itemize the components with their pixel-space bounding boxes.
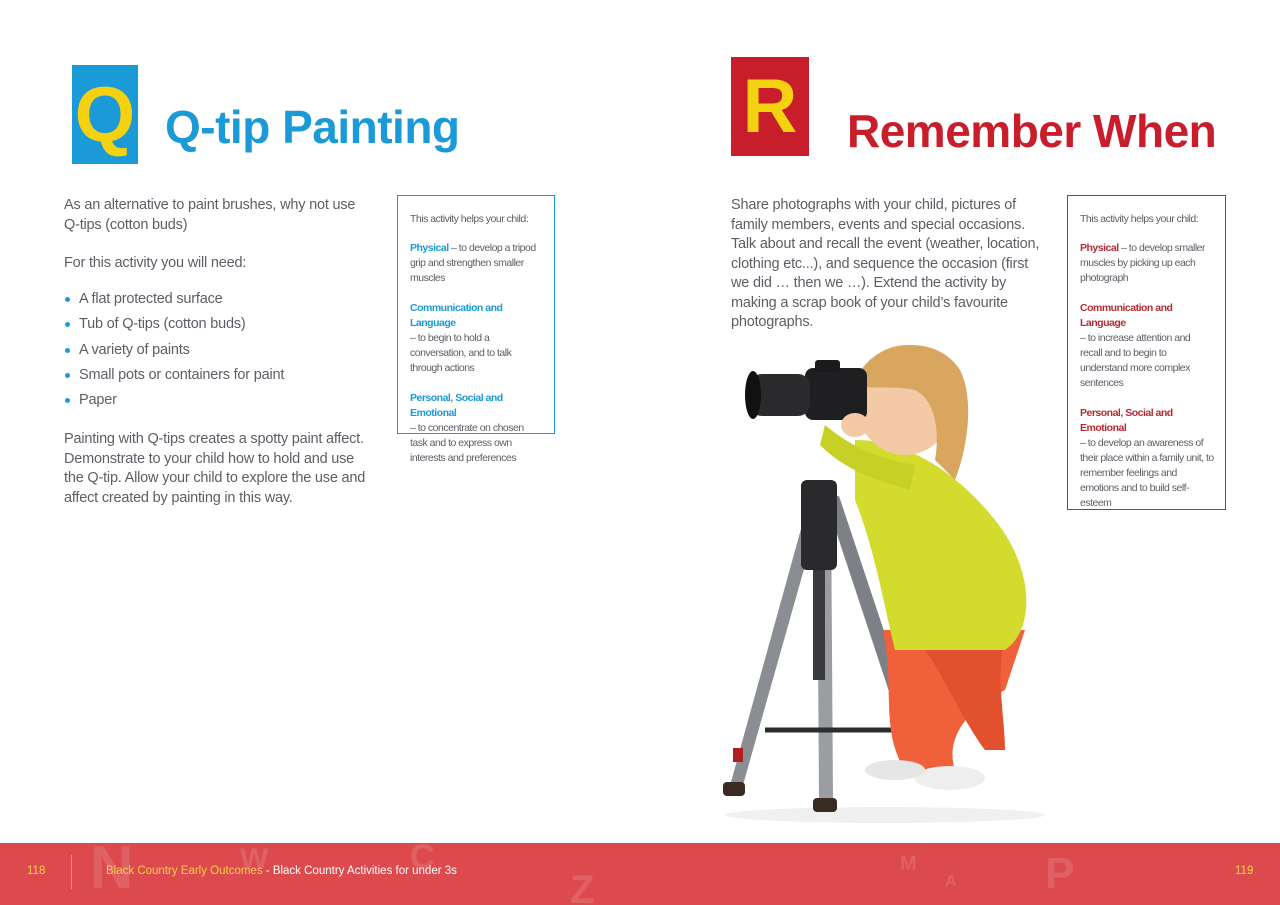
box-intro: This activity helps your child:: [410, 213, 529, 225]
skill-communication: Communication and Language – to begin to hold a conversation, and to talk through actions: [410, 302, 512, 374]
skills-box-left: [397, 195, 555, 464]
letter-badge-q: Q: [72, 65, 138, 164]
list-item: Tub of Q-tips (cotton buds): [64, 315, 284, 340]
skill-physical: Physical – to develop smaller muscles by picking up each photograph: [1080, 242, 1206, 284]
skill-personal: Personal, Social and Emotional – to develop an awareness of their place within a family unit, to remember feelings and emotions and to build self-esteem: [1080, 407, 1214, 509]
footer-caption: Black Country Early Outcomes - Black Country Activities for under 3s: [106, 865, 457, 877]
list-item: A flat protected surface: [64, 290, 284, 315]
page-title-right: Remember When: [847, 105, 1217, 157]
page-footer: [0, 843, 1280, 905]
intro-text: As an alternative to paint brushes, why not use Q-tips (cotton buds): [64, 197, 356, 233]
body-text-right: Share photographs with your child, pictures of family members, events and special occasions. Talk about and recall the event (weather, location, clothing etc...), and sequence the occasion (first we did … then we …). Extend the activity by making a scrap book of your child’s favourite photographs.: [731, 197, 1040, 330]
letter-badge-r: R: [731, 57, 809, 156]
decorative-letter: C: [410, 843, 435, 876]
list-item: Small pots or containers for paint: [64, 366, 284, 391]
decorative-letter: A: [945, 873, 957, 890]
list-item: A variety of paints: [64, 341, 284, 366]
skill-physical: Physical – to develop a tripod grip and strengthen smaller muscles: [410, 242, 536, 284]
skills-box-right: [1067, 195, 1226, 510]
box-intro: This activity helps your child:: [1080, 213, 1199, 225]
list-item: Paper: [64, 391, 284, 416]
skill-personal: Personal, Social and Emotional – to concentrate on chosen task and to express own interests and preferences: [410, 392, 524, 464]
closing-text: Painting with Q-tips creates a spotty paint affect. Demonstrate to your child how to hold and use the Q-tip. Allow your child to explore the use and affect created by painting in this way.: [64, 431, 366, 506]
page-number-left: 118: [27, 865, 46, 877]
decorative-letter: Z: [570, 868, 595, 905]
bullet-dot-icon: [65, 348, 70, 353]
child-photographer-photo: [705, 330, 1065, 830]
needs-list: [64, 290, 284, 416]
page-number-right: 119: [1235, 865, 1254, 877]
skill-communication: Communication and Language – to increase attention and recall and to begin to understand more complex sentences: [1080, 302, 1191, 389]
decorative-letter: M: [900, 853, 917, 875]
decorative-letter: N: [90, 843, 134, 901]
bullet-dot-icon: [65, 322, 70, 327]
bullet-dot-icon: [65, 297, 70, 302]
decorative-letter: P: [1045, 849, 1075, 898]
bullet-dot-icon: [65, 398, 70, 403]
needs-intro: For this activity you will need:: [64, 255, 247, 271]
camera-illustration: [745, 360, 867, 420]
bullet-dot-icon: [65, 373, 70, 378]
page-title-left: Q-tip Painting: [165, 101, 460, 153]
footer-divider: [71, 855, 72, 889]
decorative-letter: W: [240, 843, 269, 876]
